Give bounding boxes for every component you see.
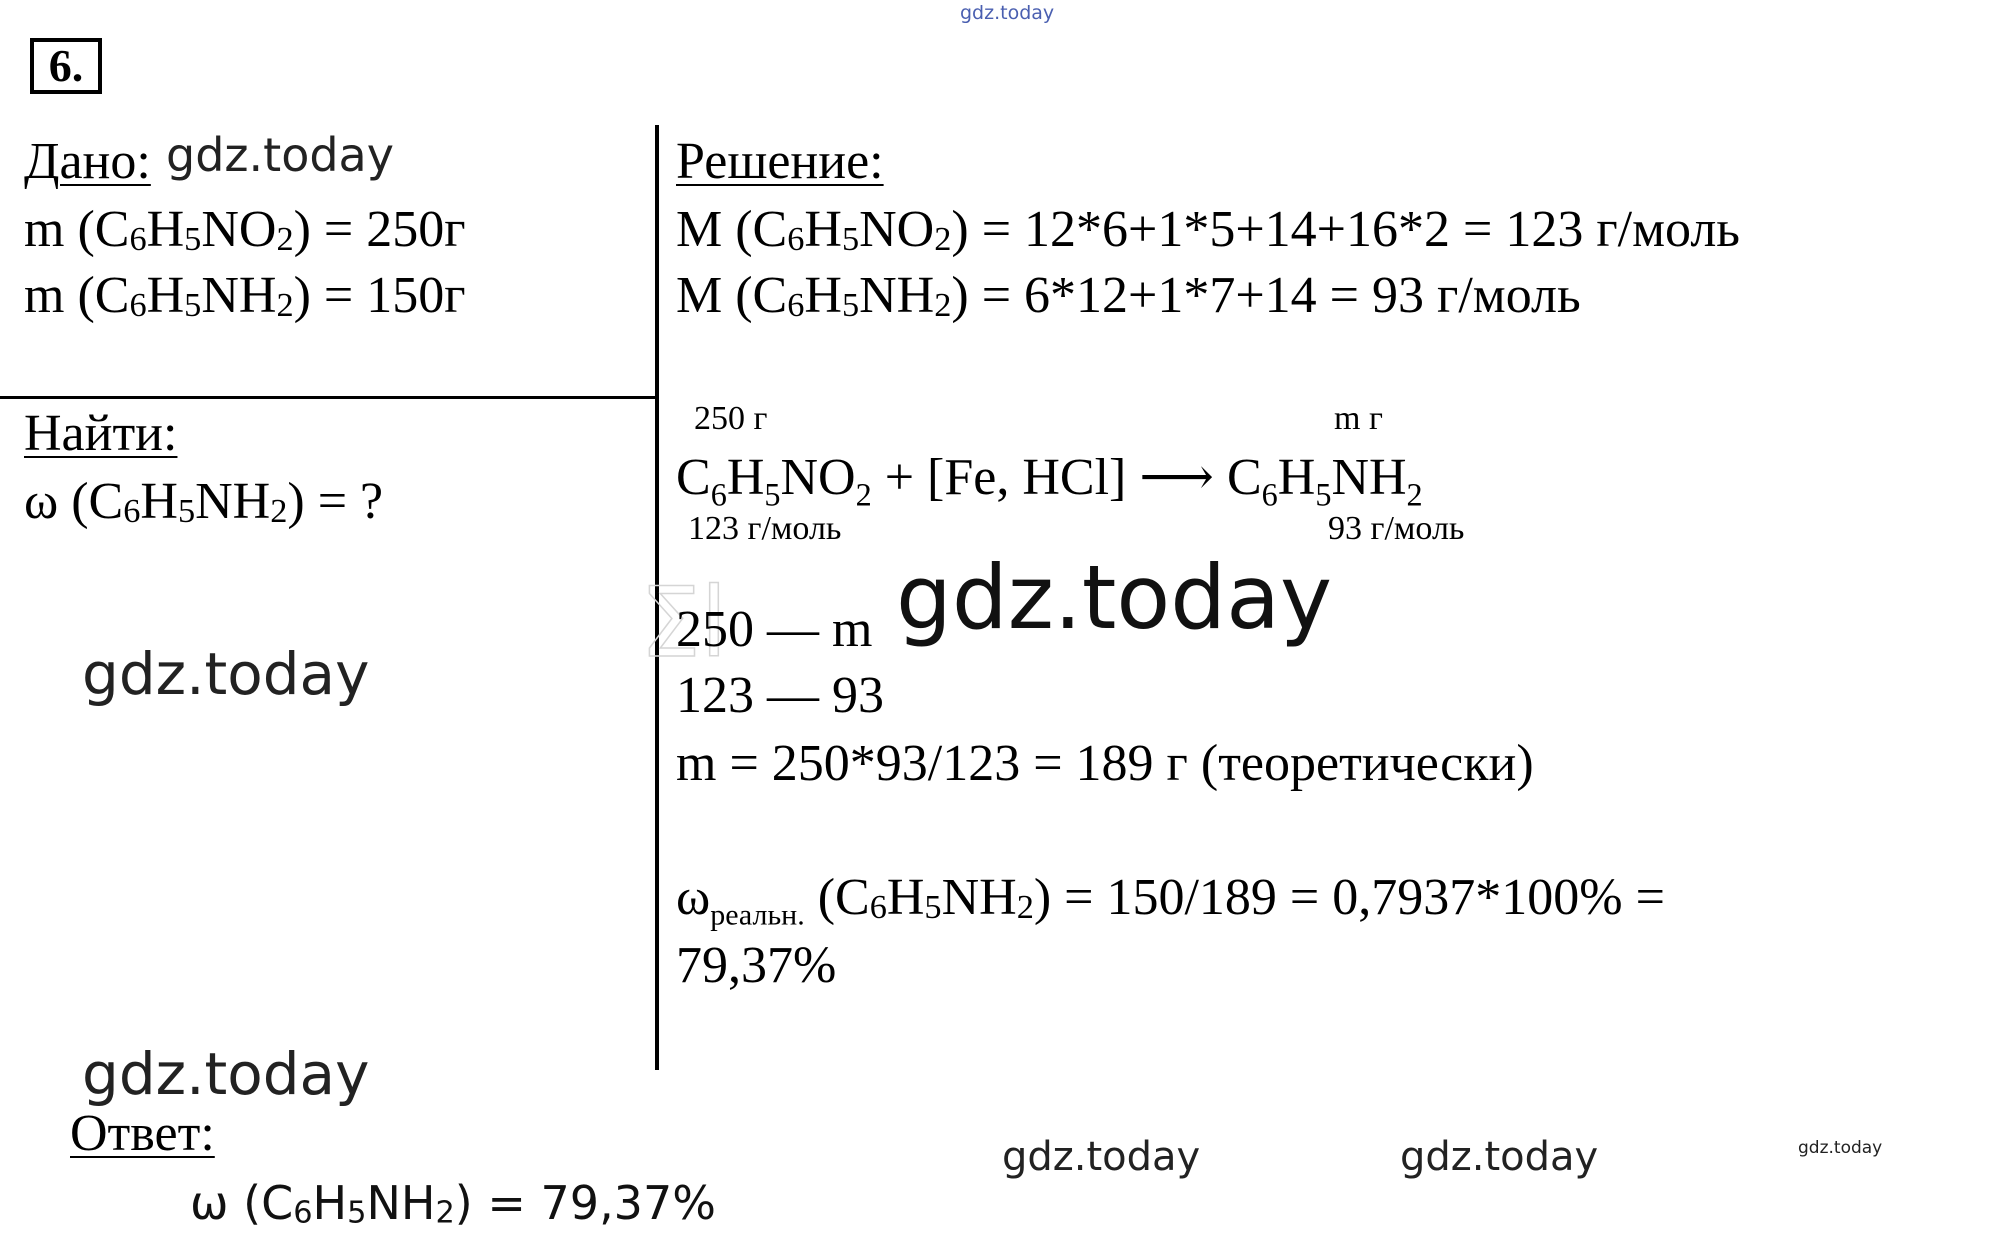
- top-watermark: gdz.today: [960, 2, 1055, 24]
- find-heading: Найти:: [24, 405, 178, 462]
- molar-mass-nitrobenzene: M $(C_6H_5NO_2) = 12*6+1*5+14+16*2 = 123$ г/моль: [676, 201, 1740, 259]
- answer-heading: Ответ:: [70, 1105, 215, 1162]
- omega-result: 79,37%: [676, 937, 837, 994]
- reaction-below-left: 123 г/моль: [688, 510, 842, 547]
- molar-mass-aniline: M $(C_6H_5NH_2) = 6*12+1*7+14 = 93$ г/моль: [676, 267, 1581, 325]
- proportion-line-2: 123 — 93: [676, 667, 884, 724]
- reaction-above-left: 250 г: [694, 400, 768, 437]
- given-line-1: m $(C_6H_5NO_2) = 250г$: [24, 201, 466, 259]
- bottom-right-watermark: gdz.today: [1400, 1134, 1599, 1180]
- proportion-line-1: 250 — m: [676, 601, 873, 658]
- horizontal-divider: [0, 396, 657, 399]
- center-watermark: gdz.today: [896, 546, 1333, 649]
- given-heading: Дано:: [24, 133, 151, 190]
- bottom-center-watermark: gdz.today: [1002, 1134, 1201, 1180]
- problem-number: 6.: [30, 38, 102, 94]
- given-line-2: m $(C_6H_5NH_2) = 150г$: [24, 267, 466, 325]
- bottom-far-right-watermark: gdz.today: [1798, 1138, 1883, 1158]
- ghost-logo: Σl: [640, 567, 728, 679]
- reaction-equation: $C_6H_5NO_2 + [Fe$, HCl] ⟶ $C_6H_5NH_2$: [676, 449, 1423, 513]
- reaction-below-right: 93 г/моль: [1328, 510, 1465, 547]
- given-watermark: gdz.today: [166, 128, 394, 182]
- find-line: ω $(C_6H_5NH_2)$ = ?: [24, 473, 384, 531]
- left-mid-watermark: gdz.today: [82, 640, 370, 708]
- solution-heading: Решение:: [676, 133, 884, 190]
- reaction-above-right: m г: [1334, 400, 1383, 437]
- answer-line: ω $(C_6H_5NH_2) = 79,37\%$: [190, 1176, 716, 1231]
- left-bottom-watermark: gdz.today: [82, 1040, 370, 1108]
- omega-calculation: $\omega_{реальн.}$ $(C_6H_5NH_2) = 150/189 = 0,7937*100\%$ =: [676, 869, 1665, 932]
- mass-calculation: m = 250*93/123 = 189 г (теоретически): [676, 735, 1534, 792]
